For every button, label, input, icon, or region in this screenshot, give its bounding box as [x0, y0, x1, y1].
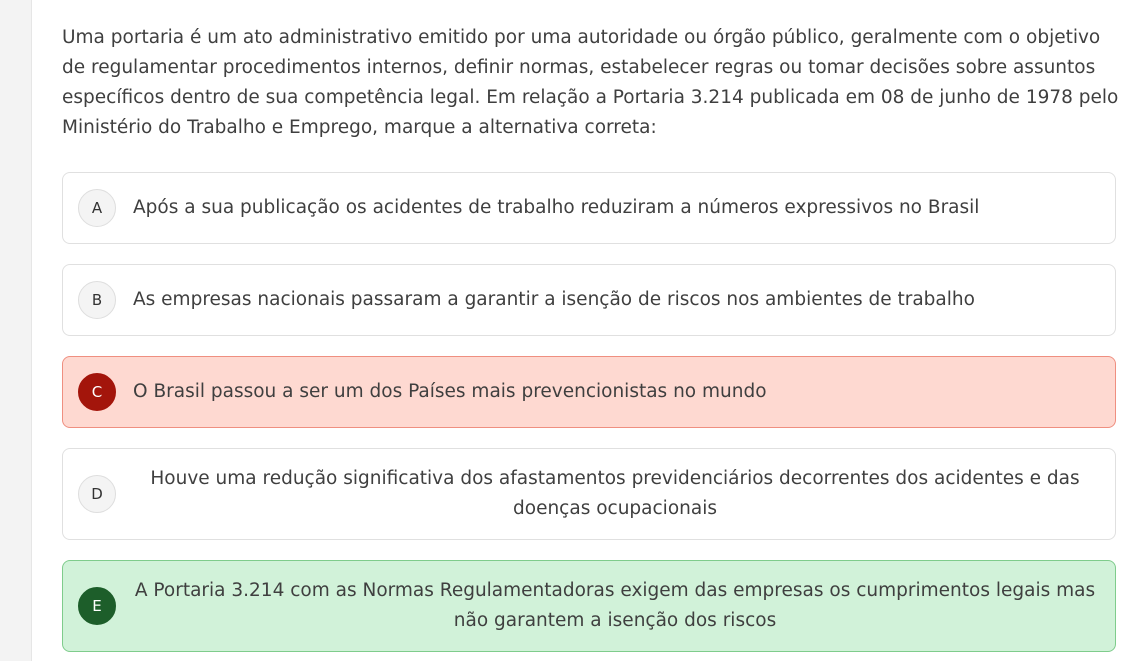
- alternative-d[interactable]: [62, 448, 1116, 540]
- question-panel: [31, 0, 1123, 661]
- alternative-text: As empresas nacionais passaram a garantir a isenção de riscos nos ambientes de trabalho: [133, 289, 975, 310]
- alternative-letter-badge: C: [78, 373, 116, 411]
- alternative-e[interactable]: [62, 560, 1116, 652]
- alternative-text: O Brasil passou a ser um dos Países mais prevencionistas no mundo: [133, 381, 767, 402]
- alternative-text: Houve uma redução significativa dos afastamentos previdenciários decorrentes dos acidentes e das doenças ocupacionais: [150, 468, 1080, 519]
- alternative-b[interactable]: [62, 264, 1116, 336]
- alternative-text: A Portaria 3.214 com as Normas Regulamentadoras exigem das empresas os cumprimentos legais mas não garantem a isenção dos riscos: [134, 580, 1096, 631]
- alternative-c[interactable]: [62, 356, 1116, 428]
- question-text: Uma portaria é um ato administrativo emitido por uma autoridade ou órgão público, geralmente com o objetivo de regulamentar procedimentos internos, definir normas, estabelecer regras ou tomar decisões sobre assuntos específicos dentro de sua competência legal. Em relação a Portaria 3.214 publicada em 08 de junho de 1978 pelo Ministério do Trabalho e Emprego, marque a alternativa correta:: [62, 27, 1119, 138]
- alternative-text: Após a sua publicação os acidentes de trabalho reduziram a números expressivos no Brasil: [133, 197, 980, 218]
- alternative-letter-badge: A: [78, 189, 116, 227]
- alternative-letter-badge: B: [78, 281, 116, 319]
- alternative-letter-badge: D: [78, 475, 116, 513]
- alternative-a[interactable]: [62, 172, 1116, 244]
- alternative-letter-badge: E: [78, 587, 116, 625]
